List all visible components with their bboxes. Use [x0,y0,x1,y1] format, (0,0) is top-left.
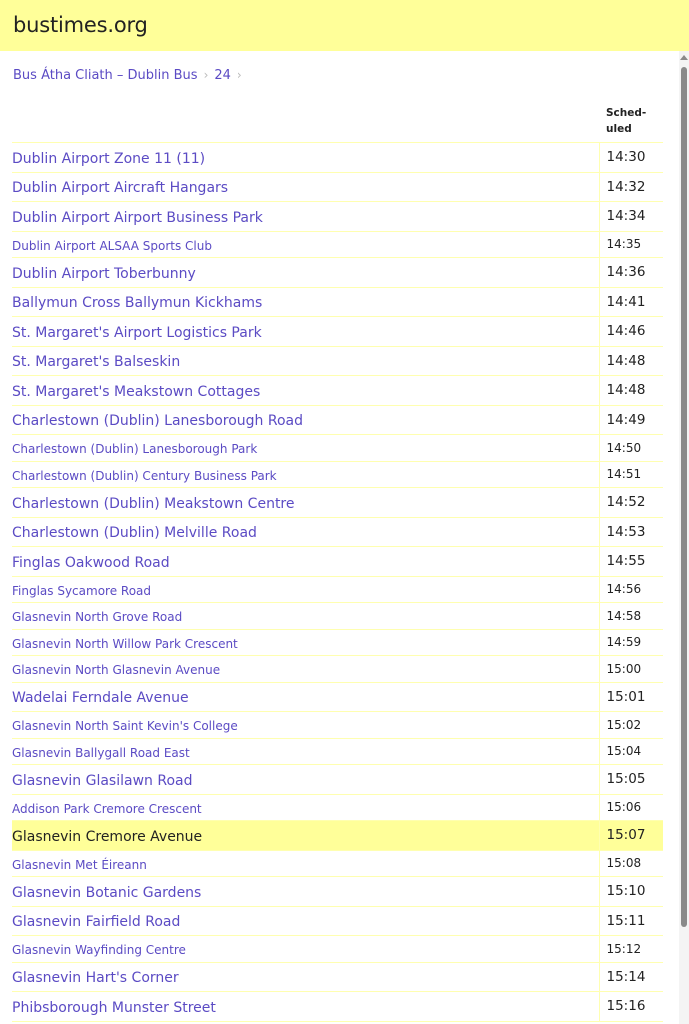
stop-cell [12,202,599,232]
table-row [12,461,663,488]
stop-link[interactable]: Glasnevin Cremore Avenue [12,828,203,845]
stop-cell [12,850,599,877]
stop-link[interactable]: Dublin Airport Aircraft Hangars [12,180,229,197]
scheduled-time: 14:32 [599,172,663,202]
table-row [12,877,663,907]
stop-link[interactable]: Dublin Airport Toberbunny [12,265,196,282]
stop-cell [12,547,599,577]
scheduled-time: 15:16 [599,992,663,1022]
stop-link[interactable]: Glasnevin Ballygall Road East [12,745,190,760]
stop-cell [12,517,599,547]
scheduled-time: 15:05 [599,765,663,795]
stop-link[interactable]: Phibsborough Munster Street [12,999,216,1016]
stop-cell [12,258,599,288]
table-row [12,317,663,347]
table-row [12,143,663,173]
stop-link[interactable]: Wadelai Ferndale Avenue [12,690,189,707]
stop-cell [12,656,599,683]
stop-cell [12,576,599,603]
stop-cell [12,461,599,488]
scheduled-header-line1: Sched- [606,107,647,119]
scroll-up-arrow-icon[interactable] [680,55,688,60]
stop-cell [12,231,599,258]
stop-link[interactable]: Charlestown (Dublin) Lanesborough Road [12,413,304,430]
stop-cell [12,376,599,406]
table-row [12,936,663,963]
site-header [0,0,689,51]
stop-cell [12,346,599,376]
stop-cell [12,287,599,317]
scheduled-time: 14:34 [599,202,663,232]
table-row [12,794,663,821]
table-row [12,992,663,1022]
scheduled-time: 14:41 [599,287,663,317]
scheduled-time: 14:35 [599,231,663,258]
table-row [12,258,663,288]
stop-link[interactable]: Charlestown (Dublin) Lanesborough Park [12,442,258,457]
timetable [12,100,663,1022]
stop-cell [12,765,599,795]
stop-cell [12,821,599,851]
table-row [12,435,663,462]
table-row-highlighted [12,821,663,851]
stop-column-header [12,100,599,143]
scrollbar-thumb[interactable] [681,67,687,927]
breadcrumb-separator: › [236,68,242,82]
stop-cell [12,906,599,936]
table-row [12,603,663,630]
scheduled-column-header [599,100,663,143]
table-row [12,547,663,577]
scheduled-time: 14:50 [599,435,663,462]
breadcrumb-route-link[interactable]: 24 [214,68,231,83]
stop-link[interactable]: Charlestown (Dublin) Meakstown Centre [12,495,295,512]
scheduled-time: 14:51 [599,461,663,488]
table-row [12,962,663,992]
stop-link[interactable]: Glasnevin Wayfinding Centre [12,943,186,958]
table-row [12,850,663,877]
table-row [12,738,663,765]
timetable-body [12,143,663,1022]
stop-link[interactable]: Glasnevin Glasilawn Road [12,772,193,789]
stop-link[interactable]: Glasnevin Hart's Corner [12,970,179,987]
stop-link[interactable]: Dublin Airport Zone 11 (11) [12,150,206,167]
table-row [12,656,663,683]
scheduled-time: 14:53 [599,517,663,547]
stop-link[interactable]: Ballymun Cross Ballymun Kickhams [12,295,263,312]
scheduled-time: 15:11 [599,906,663,936]
scheduled-time: 14:59 [599,629,663,656]
breadcrumb-operator-link[interactable]: Bus Átha Cliath – Dublin Bus [13,68,198,83]
table-row [12,346,663,376]
table-row [12,287,663,317]
stop-cell [12,992,599,1022]
stop-link[interactable]: Charlestown (Dublin) Melville Road [12,525,257,542]
table-row [12,231,663,258]
table-row [12,765,663,795]
scheduled-time: 15:02 [599,712,663,739]
stop-link[interactable]: Glasnevin North Saint Kevin's College [12,719,238,734]
stop-cell [12,488,599,518]
scheduled-time: 14:46 [599,317,663,347]
stop-cell [12,738,599,765]
table-row [12,629,663,656]
timetable-header-row [12,100,663,143]
scheduled-time: 14:49 [599,405,663,435]
stop-link[interactable]: Dublin Airport ALSAA Sports Club [12,238,212,253]
stop-link[interactable]: Glasnevin Botanic Gardens [12,884,202,901]
scheduled-time: 14:36 [599,258,663,288]
table-row [12,682,663,712]
breadcrumb-separator: › [203,68,209,82]
stop-link[interactable]: Glasnevin North Willow Park Crescent [12,636,238,651]
scheduled-time: 14:55 [599,547,663,577]
stop-cell [12,143,599,173]
table-row [12,376,663,406]
stop-cell [12,962,599,992]
table-row [12,576,663,603]
scheduled-time: 15:08 [599,850,663,877]
scheduled-time: 14:48 [599,346,663,376]
stop-link[interactable]: Charlestown (Dublin) Century Business Park [12,468,277,483]
scheduled-time: 15:07 [599,821,663,851]
stop-link[interactable]: St. Margaret's Airport Logistics Park [12,324,262,341]
stop-link[interactable]: Glasnevin North Glasnevin Avenue [12,663,221,678]
stop-cell [12,682,599,712]
scheduled-time: 14:58 [599,603,663,630]
stop-cell [12,936,599,963]
stop-link[interactable]: Finglas Oakwood Road [12,554,170,571]
scheduled-time: 14:56 [599,576,663,603]
stop-link[interactable]: Finglas Sycamore Road [12,583,152,598]
scheduled-time: 14:52 [599,488,663,518]
table-row [12,172,663,202]
table-row [12,405,663,435]
scheduled-time: 15:00 [599,656,663,683]
stop-cell [12,317,599,347]
table-row [12,712,663,739]
site-title-link[interactable]: bustimes.org [13,13,148,37]
scheduled-time: 15:14 [599,962,663,992]
stop-link[interactable]: St. Margaret's Balseskin [12,354,181,371]
stop-link[interactable]: Glasnevin North Grove Road [12,610,183,625]
stop-link[interactable]: Addison Park Cremore Crescent [12,801,202,816]
table-row [12,202,663,232]
scheduled-time: 15:06 [599,794,663,821]
scheduled-time: 15:04 [599,738,663,765]
stop-cell [12,877,599,907]
stop-link[interactable]: Glasnevin Met Éireann [12,857,147,872]
scheduled-time: 15:01 [599,682,663,712]
stop-cell [12,172,599,202]
stop-cell [12,712,599,739]
scheduled-time: 14:30 [599,143,663,173]
stop-cell [12,603,599,630]
scheduled-time: 15:10 [599,877,663,907]
stop-link[interactable]: Dublin Airport Airport Business Park [12,209,263,226]
table-row [12,517,663,547]
stop-link[interactable]: Glasnevin Fairfield Road [12,914,181,931]
scrollbar[interactable] [679,51,689,1024]
table-row [12,488,663,518]
scheduled-header-line2: uled [606,123,632,135]
stop-link[interactable]: St. Margaret's Meakstown Cottages [12,383,261,400]
stop-cell [12,629,599,656]
stop-cell [12,794,599,821]
table-row [12,906,663,936]
stop-cell [12,405,599,435]
stop-cell [12,435,599,462]
scheduled-time: 15:12 [599,936,663,963]
scheduled-time: 14:48 [599,376,663,406]
breadcrumb [13,66,248,85]
